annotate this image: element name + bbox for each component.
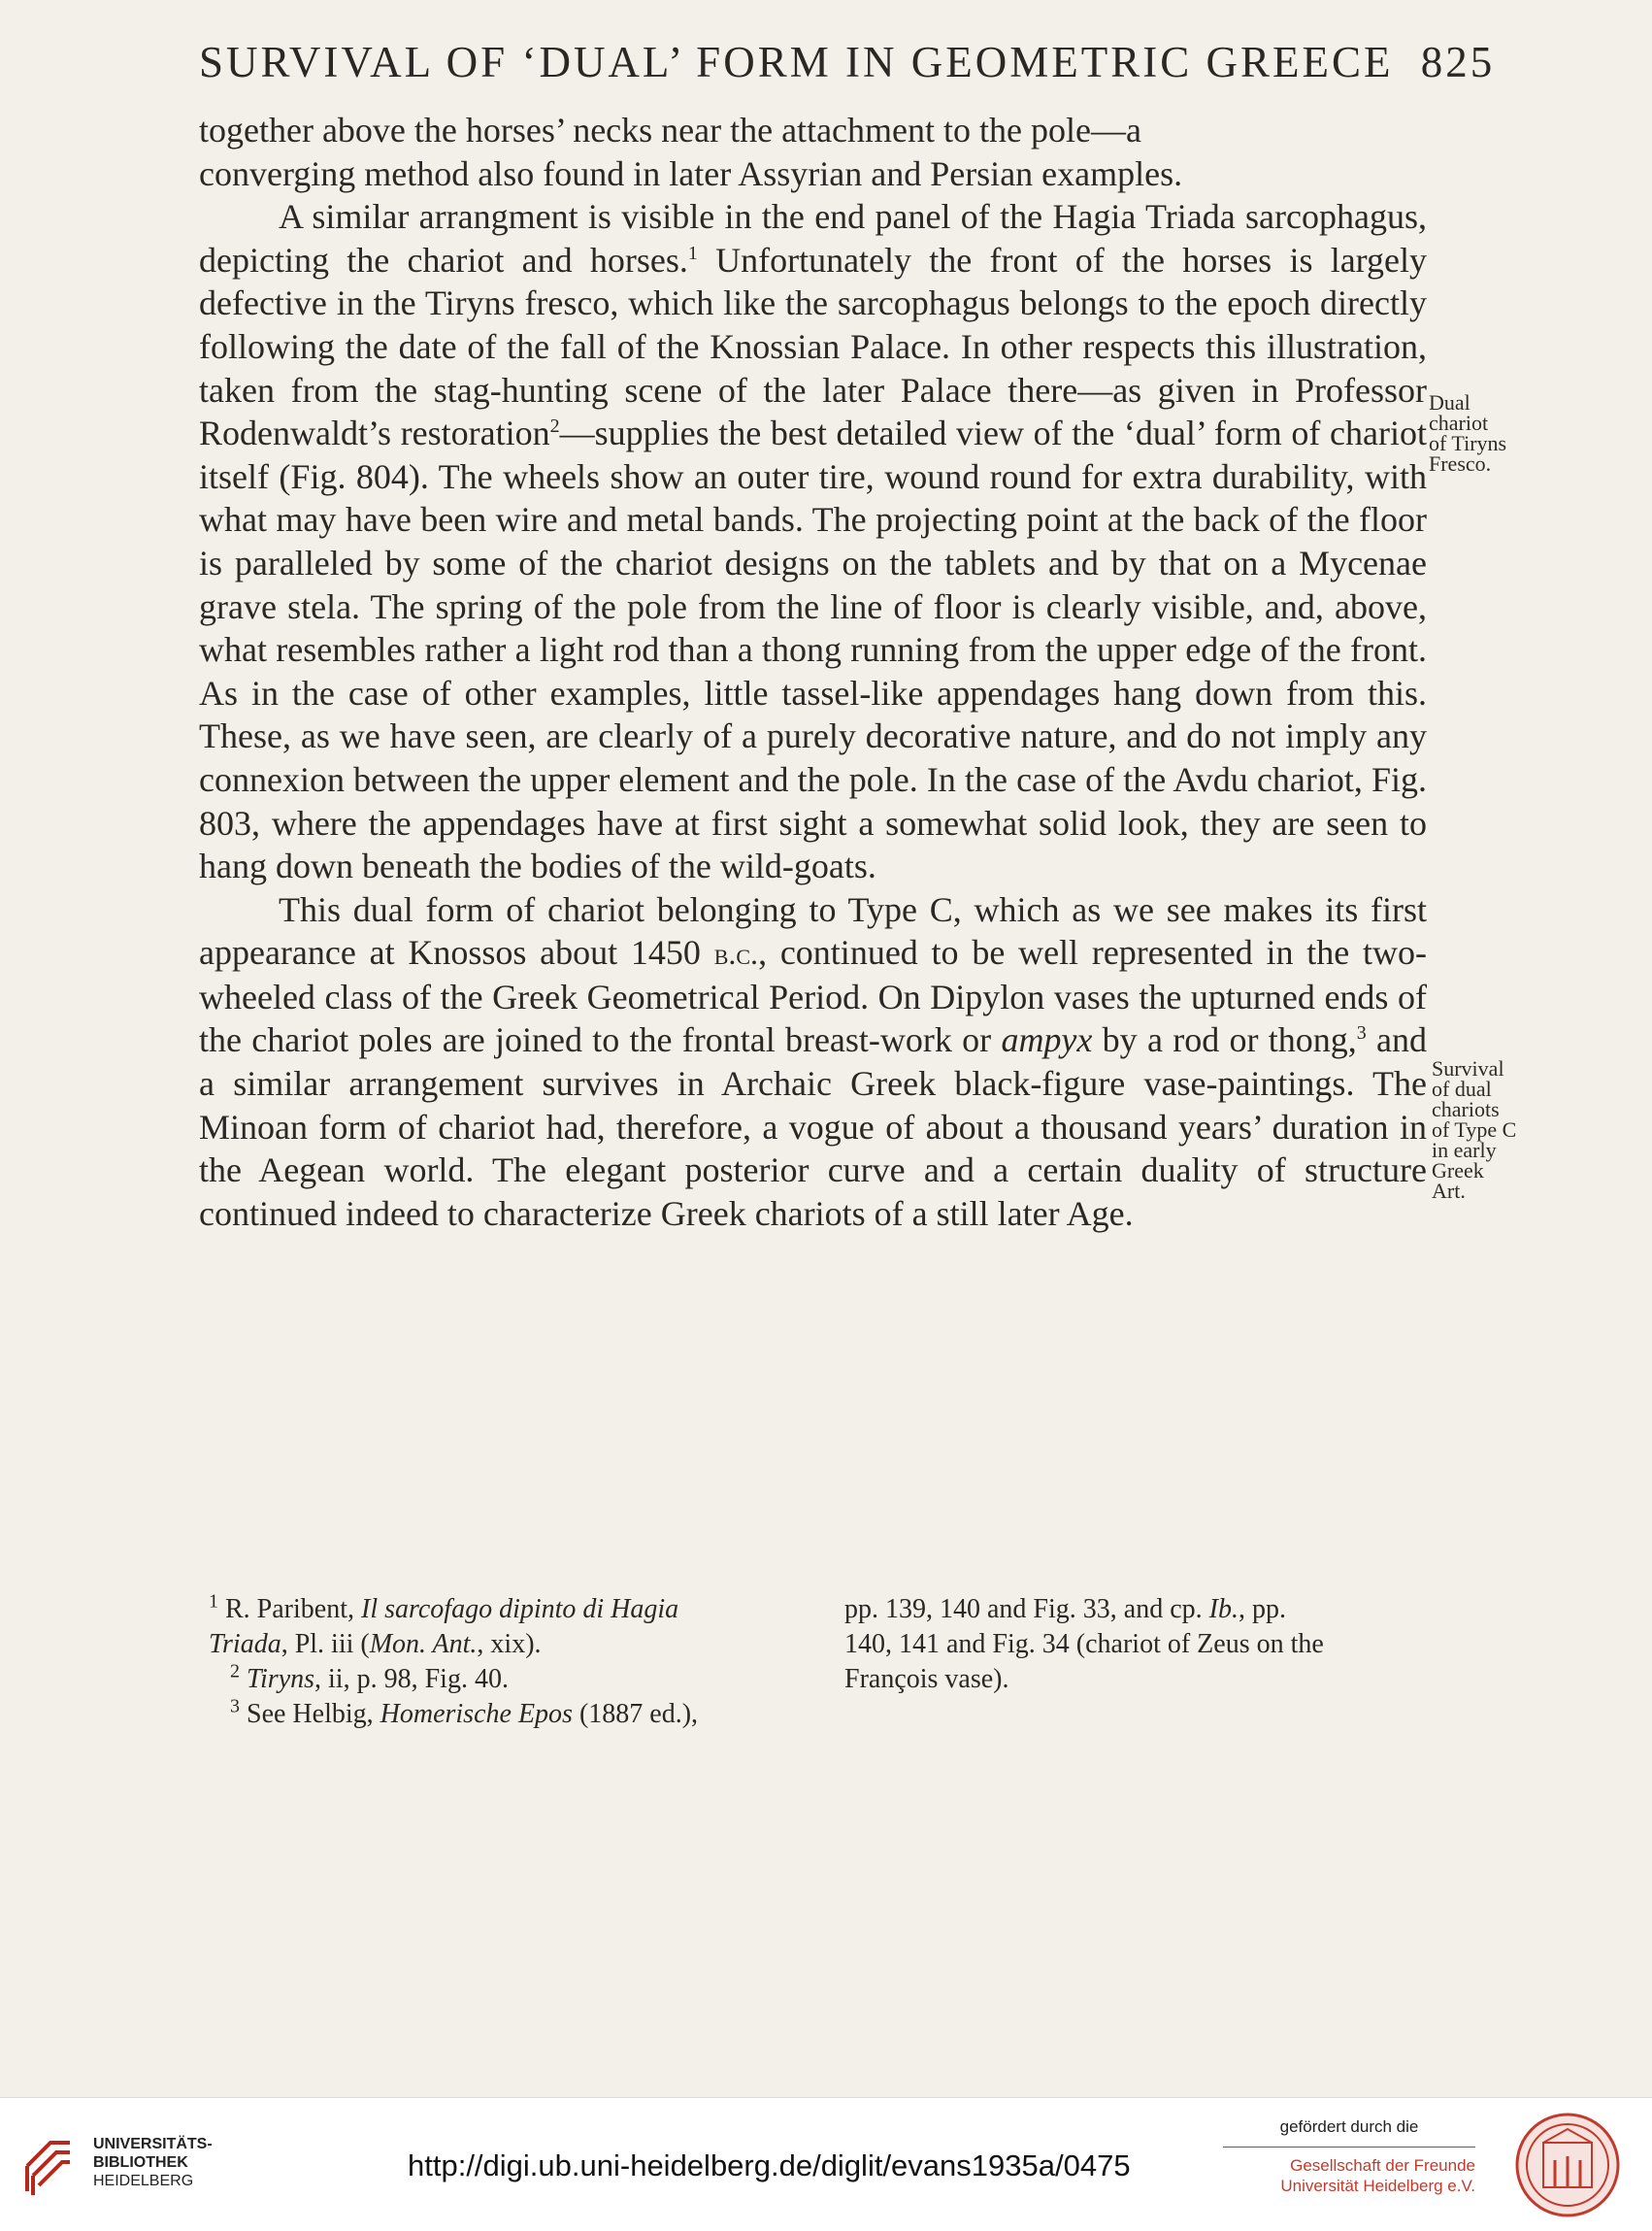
permalink-url[interactable]: http://digi.ub.uni-heidelberg.de/diglit/evans1935a/0475 [408,2148,1131,2182]
footnote-cont-line-1 [844,1592,1446,1627]
margin-note-survival [1432,1058,1538,1201]
footnote-1-text-c: , xix). [477,1629,542,1659]
paragraph-1-line-1: together above the horses’ necks near the attachment to the pole—a [199,111,1141,150]
paragraph-3-text-c: by a rod or thong, [1092,1020,1357,1060]
footnote-3-title: Homerische Epos [380,1699,573,1729]
library-name-line-3: HEIDELBERG [93,2173,194,2189]
footnote-3-number: 3 [230,1695,240,1717]
university-seal-icon [1514,2112,1621,2218]
margin-note-line: of Tiryns [1429,431,1507,455]
footnote-1-title-cont: Triada [209,1629,281,1659]
running-title: SURVIVAL OF ‘DUAL’ FORM IN GEOMETRIC GREECE [199,38,1394,86]
paragraph-2 [199,195,1427,888]
footnote-cont-text-b: , pp. [1238,1594,1286,1624]
footnote-2 [209,1662,810,1697]
footnote-1-number: 1 [209,1590,218,1613]
footnote-ibid: Ib. [1208,1594,1239,1624]
margin-note-line: chariot [1429,411,1489,435]
footnote-1-text-b: , Pl. iii ( [281,1629,370,1659]
body-text [199,109,1427,1235]
margin-note-line: Greek [1432,1158,1484,1182]
margin-note-line: in early [1432,1138,1497,1162]
margin-note-line: Dual [1429,390,1470,415]
viewer-footer [0,2097,1652,2231]
footnotes-right-column [844,1592,1446,1697]
sponsor-name-line-1: Gesellschaft der Freunde [1290,2156,1475,2175]
sponsor-block[interactable] [1223,2117,1475,2196]
paragraph-3 [199,888,1427,1236]
footnote-ref-3[interactable]: 3 [1356,1022,1367,1045]
paragraph-1 [199,109,1427,195]
paragraph-2-text-b: Unfortunately the front of the horses is largely defective in the Tiryns fresco, which like the sarcophagus belongs to the epoch directly following the date of the fall of the Knossian Palace. In other respects this illustration, taken from the stag-hunting scene of the later Palace there—as given in Professor Rodenwaldt’s restoration [199,240,1428,453]
footnote-2-title: Tiryns [247,1664,315,1694]
margin-note-line: Art. [1432,1179,1466,1203]
margin-note-line: of Type C [1432,1117,1517,1142]
footnote-1-journal: Mon. Ant. [369,1629,478,1659]
sponsor-name-line-2: Universität Heidelberg e.V. [1280,2177,1475,2195]
footnote-3-text-b: (1887 ed.), [572,1699,699,1729]
footnote-1-text: R. Paribent, [225,1594,361,1624]
footnotes-left-column [209,1592,810,1732]
library-logo-icon[interactable] [21,2127,76,2197]
footnote-2-text: , ii, p. 98, Fig. 40. [314,1664,509,1694]
margin-note-line: Fresco. [1429,451,1492,476]
sponsor-caption: gefördert durch die [1279,2117,1419,2136]
paragraph-2-text-a: A similar arrangment is visible in the end panel of the Hagia Triada sarcophagus, depicting the chariot and horses. [199,197,1427,280]
sponsor-divider [1223,2147,1475,2148]
footnote-1-title: Il sarcofago dipinto di Hagia [361,1594,679,1624]
footnote-1-cont [209,1627,810,1662]
footnote-3-text: See Helbig, [247,1699,380,1729]
paragraph-3-text-a: This dual form of chariot belonging to Type C, which as we see makes its first appearance at Knossos about 1450 [199,889,1427,973]
footnote-3 [209,1697,810,1732]
bc-abbrev: b.c. [713,936,759,972]
ampyx-term: ampyx [1001,1020,1093,1060]
page-number: 825 [1420,38,1496,86]
footnote-cont-text: pp. 139, 140 and Fig. 33, and cp. [844,1594,1209,1624]
footnote-ref-1[interactable]: 1 [687,242,698,264]
library-name[interactable] [93,2135,213,2190]
running-header [199,37,1496,87]
footnote-2-number: 2 [230,1660,240,1682]
margin-note-line: chariots [1432,1097,1500,1121]
paragraph-3-text-b: , continued to be well represented in the two-wheeled class of the Greek Geometrical Period. On Dipylon vases the upturned ends of the chariot poles are joined to the frontal breast-work or [199,933,1428,1060]
footnote-ref-2[interactable]: 2 [549,416,560,438]
margin-note-tiryns [1429,392,1536,474]
library-name-line-1: UNIVERSITÄTS- [93,2136,213,2152]
footnote-cont-line-3: François vase). [844,1664,1009,1694]
margin-note-line: Survival [1432,1056,1504,1081]
paragraph-1-line-2: converging method also found in later Assyrian and Persian examples. [199,153,1183,193]
paragraph-3-text-d: and a similar arrangement survives in Archaic Greek black-figure vase-paintings. The Minoan form of chariot had, therefore, a vogue of about a thousand years’ duration in the Aegean world. The elegant posterior curve and a certain duality of structure continued indeed to characterize Greek chariots of a still later Age. [199,1020,1427,1233]
margin-note-line: of dual [1432,1077,1492,1101]
library-name-line-2: BIBLIOTHEK [93,2154,188,2171]
paragraph-2-text-c: —supplies the best detailed view of the ‘dual’ form of chariot itself (Fig. 804). The wheels show an outer tire, wound round for extra durability, with what may have been wire and metal bands. The projecting point at the back of the floor is paralleled by some of the chariot designs on the tablets and by that on a Mycenae grave stela. The spring of the pole from the line of floor is clearly visible, and, above, what resembles rather a light rod than a thong running from the upper edge of the front. As in the case of other examples, little tassel-like appendages hang down from this. These, as we have seen, are clearly of a purely decorative nature, and do not imply any connexion between the upper element and the pole. In the case of the Avdu chariot, Fig. 803, where the appendages have at first sight a somewhat solid look, they are seen to hang down beneath the bodies of the wild-goats. [199,414,1428,886]
footnote-cont-line-2: 140, 141 and Fig. 34 (chariot of Zeus on the [844,1629,1324,1659]
footnote-1 [209,1592,810,1627]
